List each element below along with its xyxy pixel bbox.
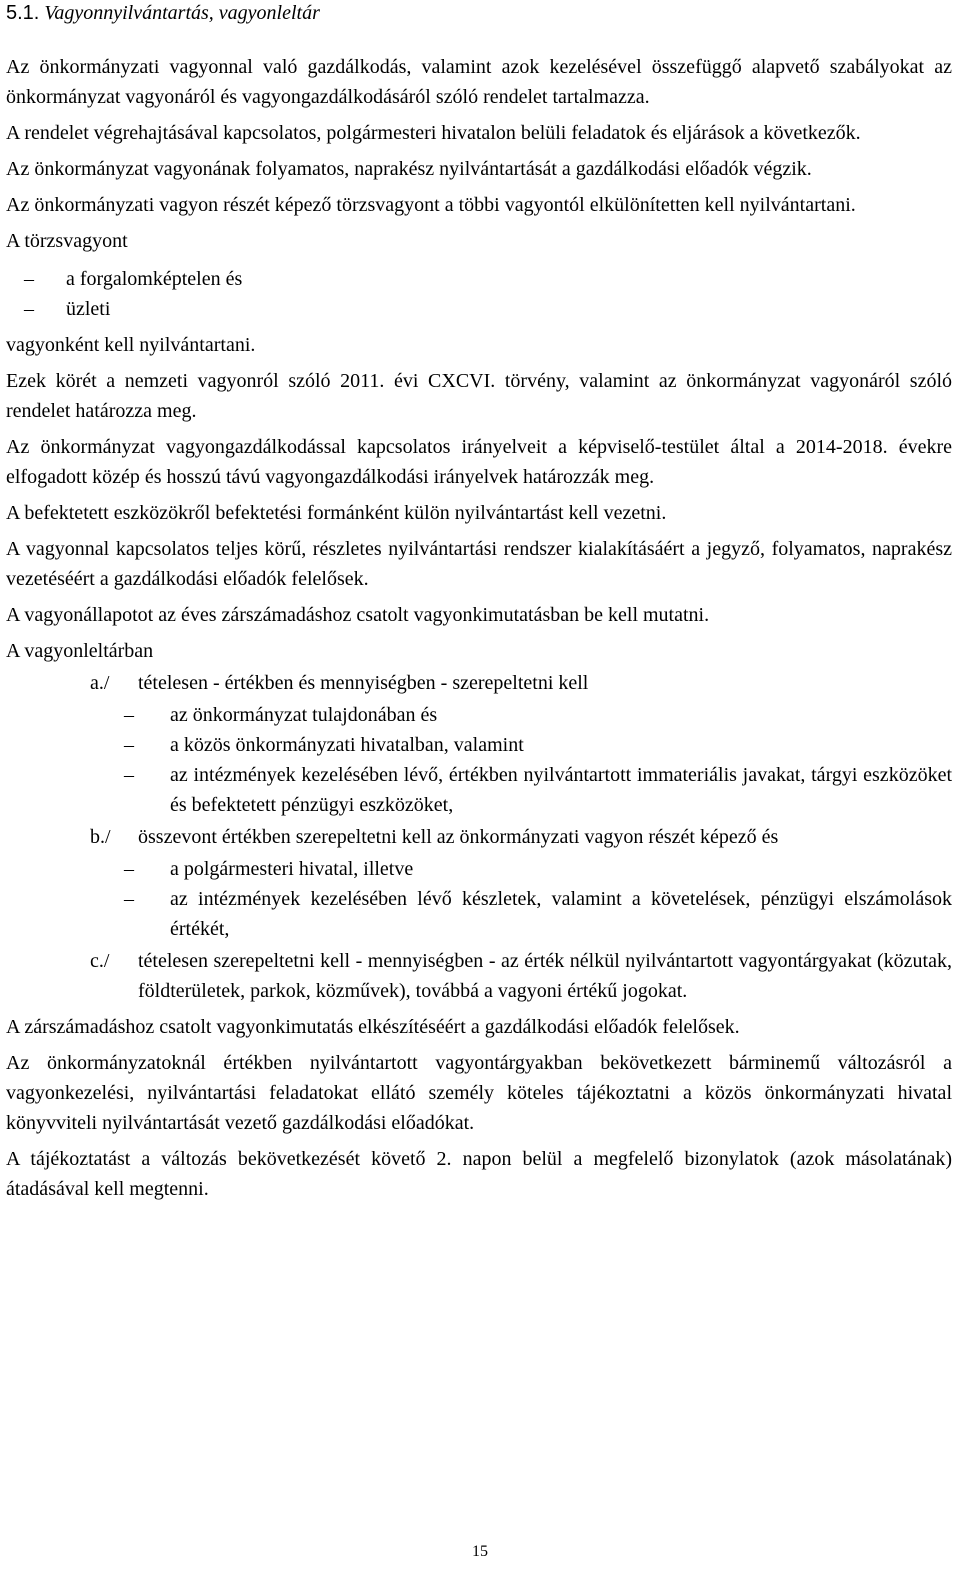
leltar-item-c xyxy=(6,946,952,1006)
list-item: – üzleti xyxy=(6,294,952,324)
leltar-b-sublist xyxy=(6,854,952,944)
leltar-a-sublist xyxy=(6,700,952,820)
paragraph-13: A zárszámadáshoz csatolt vagyonkimutatás elkészítéséért a gazdálkodási előadók felelősek. xyxy=(6,1016,740,1038)
paragraph-11: A vagyonállapotot az éves zárszámadáshoz csatolt vagyonkimutatásban be kell mutatni. xyxy=(6,604,710,626)
paragraph-5: A törzsvagyont xyxy=(6,230,128,252)
list-item: – az intézmények kezelésében lévő, értékben nyilvántartott immateriális javakat, tárgyi eszközöket és befektetett pénzügyi eszközöket, xyxy=(6,760,952,820)
dash-bullet: – xyxy=(124,704,134,726)
item-label: c./ xyxy=(90,950,110,972)
section-title: Vagyonnyilvántartás, vagyonleltár xyxy=(44,2,320,24)
paragraph-12: A vagyonleltárban xyxy=(6,640,154,662)
dash-bullet: – xyxy=(124,734,134,756)
paragraph-14: Az önkormányzatoknál értékben nyilvántartott vagyontárgyakban bekövetkezett bárminemű változásról a vagyonkezelési, nyilvántartási feladatokat ellátó személy köteles tájékoztatni a közös önkormányzati hivatal könyvviteli nyilvántartását vezető gazdálkodási előadókat. xyxy=(6,1052,952,1134)
list-item: – a közös önkormányzati hivatalban, valamint xyxy=(6,730,952,760)
paragraph-7: Ezek körét a nemzeti vagyonról szóló 2011. évi CXCVI. törvény, valamint az önkormányzat vagyonáról szóló rendelet határozza meg. xyxy=(6,370,952,422)
list-item: – az intézmények kezelésében lévő készletek, valamint a követelések, pénzügyi elszámolások értékét, xyxy=(6,884,952,944)
list-item: – a forgalomképtelen és xyxy=(6,264,952,294)
paragraph-9: A befektetett eszközökről befektetési formánként külön nyilvántartást kell vezetni. xyxy=(6,502,667,524)
paragraph-4: Az önkormányzati vagyon részét képező törzsvagyont a többi vagyontól elkülönítetten kell nyilvántartani. xyxy=(6,194,856,216)
dash-bullet: – xyxy=(124,858,134,880)
paragraph-15: A tájékoztatást a változás bekövetkezését követő 2. napon belül a megfelelő bizonylatok (azok másolatának) átadásával kell megtenni. xyxy=(6,1148,952,1200)
item-label: a./ xyxy=(90,672,110,694)
item-text: tételesen - értékben és mennyiségben - szerepeltetni kell xyxy=(138,672,589,694)
paragraph-6: vagyonként kell nyilvántartani. xyxy=(6,334,256,356)
page-number: 15 xyxy=(472,1543,488,1560)
paragraph-1: Az önkormányzati vagyonnal való gazdálkodás, valamint azok kezelésével összefüggő alapvető szabályokat az önkormányzat vagyonáról és vagyongazdálkodásáról szóló rendelet tartalmazza. xyxy=(6,56,952,108)
leltar-item-a xyxy=(6,668,952,698)
paragraph-3: Az önkormányzat vagyonának folyamatos, naprakész nyilvántartását a gazdálkodási előadók végzik. xyxy=(6,158,812,180)
dash-bullet: – xyxy=(124,888,134,910)
paragraph-10: A vagyonnal kapcsolatos teljes körű, részletes nyilvántartási rendszer kialakításáért a jegyző, folyamatos, naprakész vezetéséért a gazdálkodási előadók felelősek. xyxy=(6,538,952,590)
dash-bullet: – xyxy=(24,268,34,290)
document-page xyxy=(6,0,952,1204)
list-item: – a polgármesteri hivatal, illetve xyxy=(6,854,952,884)
dash-bullet: – xyxy=(124,764,134,786)
section-heading xyxy=(6,0,952,26)
dash-bullet: – xyxy=(24,298,34,320)
list-item: – az önkormányzat tulajdonában és xyxy=(6,700,952,730)
torzsvagyon-list xyxy=(6,264,952,324)
item-label: b./ xyxy=(90,826,111,848)
paragraph-2: A rendelet végrehajtásával kapcsolatos, polgármesteri hivatalon belüli feladatok és eljárások a következők. xyxy=(6,122,861,144)
paragraph-8: Az önkormányzat vagyongazdálkodással kapcsolatos irányelveit a képviselő-testület által a 2014-2018. évekre elfogadott közép és hosszú távú vagyongazdálkodási irányelvek határozzák meg. xyxy=(6,436,952,488)
leltar-item-b xyxy=(6,822,952,852)
item-text: tételesen szerepeltetni kell - mennyiségben - az érték nélkül nyilvántartott vagyontárgyakat (közutak, földterületek, parkok, közművek), továbbá a vagyoni értékű jogokat. xyxy=(138,950,952,1002)
item-text: összevont értékben szerepeltetni kell az önkormányzati vagyon részét képező és xyxy=(138,826,779,848)
section-number: 5.1. xyxy=(6,2,40,24)
